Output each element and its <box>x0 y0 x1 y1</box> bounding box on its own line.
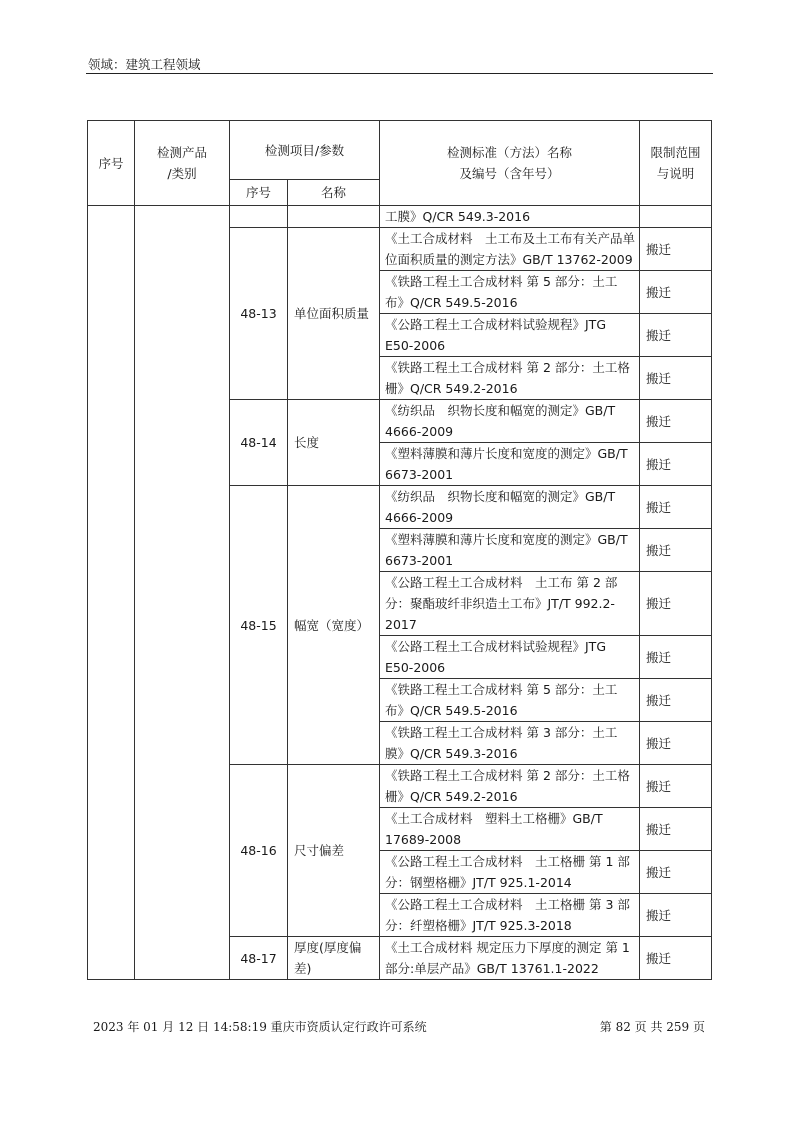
item-name-cell: 单位面积质量 <box>288 228 380 400</box>
item-seq-cell: 48-15 <box>230 486 288 765</box>
item-name-cell: 厚度(厚度偏差) <box>288 937 380 980</box>
item-name-cell: 幅宽（宽度） <box>288 486 380 765</box>
limit-cell: 搬迁 <box>640 486 712 529</box>
limit-cell: 搬迁 <box>640 851 712 894</box>
item-seq-cell: 48-14 <box>230 400 288 486</box>
table-row <box>88 206 712 228</box>
product-cell <box>135 206 230 980</box>
limit-cell: 搬迁 <box>640 271 712 314</box>
item-seq-cell <box>230 206 288 228</box>
standard-cell: 《铁路工程土工合成材料 第 2 部分：土工格栅》Q/CR 549.2-2016 <box>380 765 640 808</box>
limit-cell: 搬迁 <box>640 443 712 486</box>
page-header-domain: 领域：建筑工程领域 <box>88 57 201 72</box>
footer-timestamp-system: 2023 年 01 月 12 日 14:58:19 重庆市资质认定行政许可系统 <box>93 1020 427 1034</box>
seq-cell <box>88 206 135 980</box>
standard-cell: 《公路工程土工合成材料 土工格栅 第 1 部分：钢塑格栅》JT/T 925.1-2014 <box>380 851 640 894</box>
standard-cell: 《公路工程土工合成材料试验规程》JTG E50-2006 <box>380 636 640 679</box>
limit-cell: 搬迁 <box>640 808 712 851</box>
limit-cell: 搬迁 <box>640 636 712 679</box>
item-name-cell <box>288 206 380 228</box>
limit-cell: 搬迁 <box>640 357 712 400</box>
item-name-cell: 尺寸偏差 <box>288 765 380 937</box>
standard-cell: 工膜》Q/CR 549.3-2016 <box>380 206 640 228</box>
limit-cell: 搬迁 <box>640 529 712 572</box>
limit-cell: 搬迁 <box>640 722 712 765</box>
item-seq-cell: 48-17 <box>230 937 288 980</box>
header-seq: 序号 <box>88 121 135 206</box>
inspection-table <box>87 120 712 980</box>
header-limit: 限制范围 与说明 <box>640 121 712 206</box>
standard-cell: 《纺织品 织物长度和幅宽的测定》GB/T 4666-2009 <box>380 400 640 443</box>
header-divider <box>86 73 713 74</box>
standard-cell: 《土工合成材料 规定压力下厚度的测定 第 1 部分:单层产品》GB/T 13761.1-2022 <box>380 937 640 980</box>
standard-cell: 《塑料薄膜和薄片长度和宽度的测定》GB/T 6673-2001 <box>380 529 640 572</box>
standard-cell: 《塑料薄膜和薄片长度和宽度的测定》GB/T 6673-2001 <box>380 443 640 486</box>
standard-cell: 《铁路工程土工合成材料 第 2 部分：土工格栅》Q/CR 549.2-2016 <box>380 357 640 400</box>
item-seq-cell: 48-16 <box>230 765 288 937</box>
standard-cell: 《土工合成材料 土工布及土工布有关产品单位面积质量的测定方法》GB/T 13762-2009 <box>380 228 640 271</box>
limit-cell: 搬迁 <box>640 679 712 722</box>
limit-cell: 搬迁 <box>640 228 712 271</box>
standard-cell: 《公路工程土工合成材料 土工布 第 2 部分：聚酯玻纤非织造土工布》JT/T 992.2-2017 <box>380 572 640 636</box>
limit-cell: 搬迁 <box>640 572 712 636</box>
limit-cell: 搬迁 <box>640 765 712 808</box>
limit-cell: 搬迁 <box>640 937 712 980</box>
limit-cell: 搬迁 <box>640 894 712 937</box>
standard-cell: 《纺织品 织物长度和幅宽的测定》GB/T 4666-2009 <box>380 486 640 529</box>
standard-cell: 《公路工程土工合成材料试验规程》JTG E50-2006 <box>380 314 640 357</box>
header-product: 检测产品 /类别 <box>135 121 230 206</box>
standard-cell: 《铁路工程土工合成材料 第 5 部分：土工布》Q/CR 549.5-2016 <box>380 271 640 314</box>
header-item-name: 名称 <box>288 180 380 206</box>
header-item-group: 检测项目/参数 <box>230 121 380 180</box>
header-item-seq: 序号 <box>230 180 288 206</box>
header-standard: 检测标准（方法）名称 及编号（含年号） <box>380 121 640 206</box>
limit-cell: 搬迁 <box>640 400 712 443</box>
footer-page-number: 第 82 页 共 259 页 <box>599 1020 705 1034</box>
limit-cell: 搬迁 <box>640 314 712 357</box>
item-name-cell: 长度 <box>288 400 380 486</box>
standard-cell: 《铁路工程土工合成材料 第 3 部分：土工膜》Q/CR 549.3-2016 <box>380 722 640 765</box>
limit-cell <box>640 206 712 228</box>
standard-cell: 《土工合成材料 塑料土工格栅》GB/T 17689-2008 <box>380 808 640 851</box>
standard-cell: 《铁路工程土工合成材料 第 5 部分：土工布》Q/CR 549.5-2016 <box>380 679 640 722</box>
item-seq-cell: 48-13 <box>230 228 288 400</box>
standard-cell: 《公路工程土工合成材料 土工格栅 第 3 部分：纤塑格栅》JT/T 925.3-2018 <box>380 894 640 937</box>
